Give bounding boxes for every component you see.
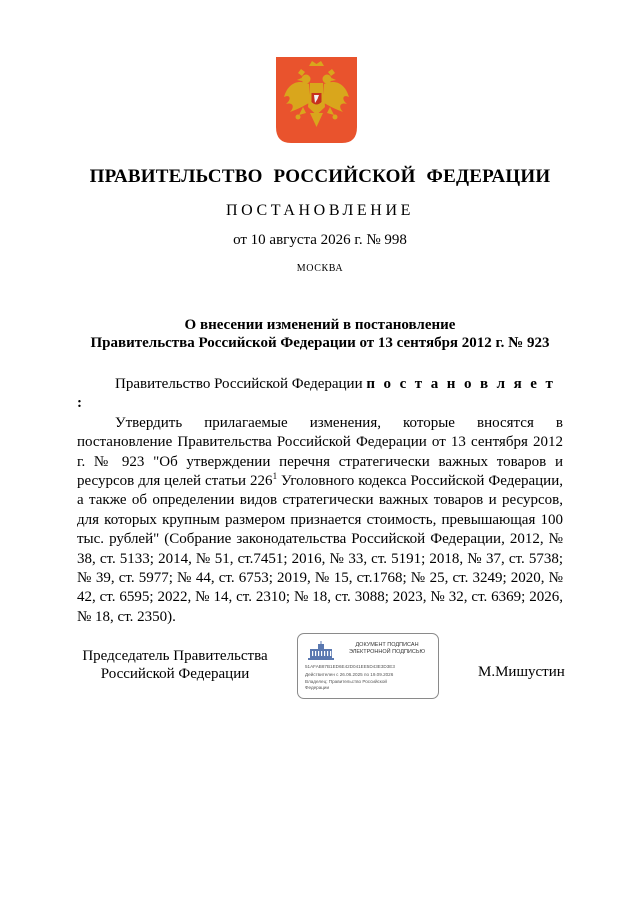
document-type: ПОСТАНОВЛЕНИЕ — [226, 202, 414, 219]
document-city: МОСКВА — [296, 263, 344, 274]
decree-main-paragraph — [77, 414, 563, 627]
document-subject — [60, 316, 580, 352]
document-body — [77, 375, 563, 627]
stamp-owner-line-2: Федерации — [305, 685, 330, 690]
stamp-certificate-number: 51AFAB87B1ED6E42D041EE5D43E3D3E3 — [305, 664, 395, 669]
electronic-signature-stamp — [297, 633, 439, 699]
government-building-icon — [306, 641, 336, 661]
stamp-heading-line-1: ДОКУМЕНТ ПОДПИСАН — [355, 642, 419, 648]
document-date-number: от 10 августа 2026 г. № 998 — [233, 232, 407, 248]
subject-line-1: О внесении изменений в постановление — [184, 317, 456, 333]
signer-name: М.Мишустин — [478, 664, 565, 680]
paragraph-part-1: Утвердить прилагаемые изменения, которые вносятся в постановление Правительства Российской Федерации от 13 сентября 2012 г. № 923 "Об утверждении перечня стратегически важных товаров и ресурсов для целей статьи 226 — [77, 414, 563, 490]
government-title: ПРАВИТЕЛЬСТВО РОССИЙСКОЙ ФЕДЕРАЦИИ — [89, 166, 551, 187]
article-superscript: 1 — [272, 471, 278, 482]
russian-coat-of-arms-emblem — [276, 57, 357, 143]
decree-word: п о с т а н о в л я е т : — [77, 376, 556, 412]
paragraph-part-2: Уголовного кодекса Российской Федерации, а также об определении видов стратегически важных товаров и ресурсов, для которых крупным размером признается стоимость, превышающая 100 тыс. рублей" (Собрание законодательства Российской Федерации, 2012, № 38, ст. 5133; 2014, № 51, ст.7451; 2016, № 33, ст. 5191; 2018, № 37, ст. 5738; № 39, ст. 5977; № 44, ст. 6753; 2019, № 15, ст.1768; № 25, ст. 3249; 2020, № 42, ст. 6595; 2022, № 14, ст. 2310; № 18, ст. 3088; 2023, № 32, ст. 6369; 2026, № 18, ст. 2350). — [77, 473, 563, 625]
decree-intro: Правительство Российской Федерации — [115, 376, 363, 392]
decree-intro-paragraph — [77, 375, 563, 414]
subject-line-2: Правительства Российской Федерации от 13 сентября 2012 г. № 923 — [90, 335, 550, 351]
stamp-heading-line-2: ЭЛЕКТРОННОЙ ПОДПИСЬЮ — [348, 649, 426, 655]
stamp-validity: Действителен с 26.06.2025 по 19.09.2026 — [305, 672, 394, 677]
stamp-owner-line-1: Владелец: Правительство Российской — [305, 679, 387, 684]
stamp-heading — [340, 642, 434, 656]
signer-position-line-2: Российской Федерации — [100, 666, 250, 682]
signer-position-line-1: Председатель Правительства — [82, 648, 268, 664]
signer-position — [75, 647, 275, 683]
